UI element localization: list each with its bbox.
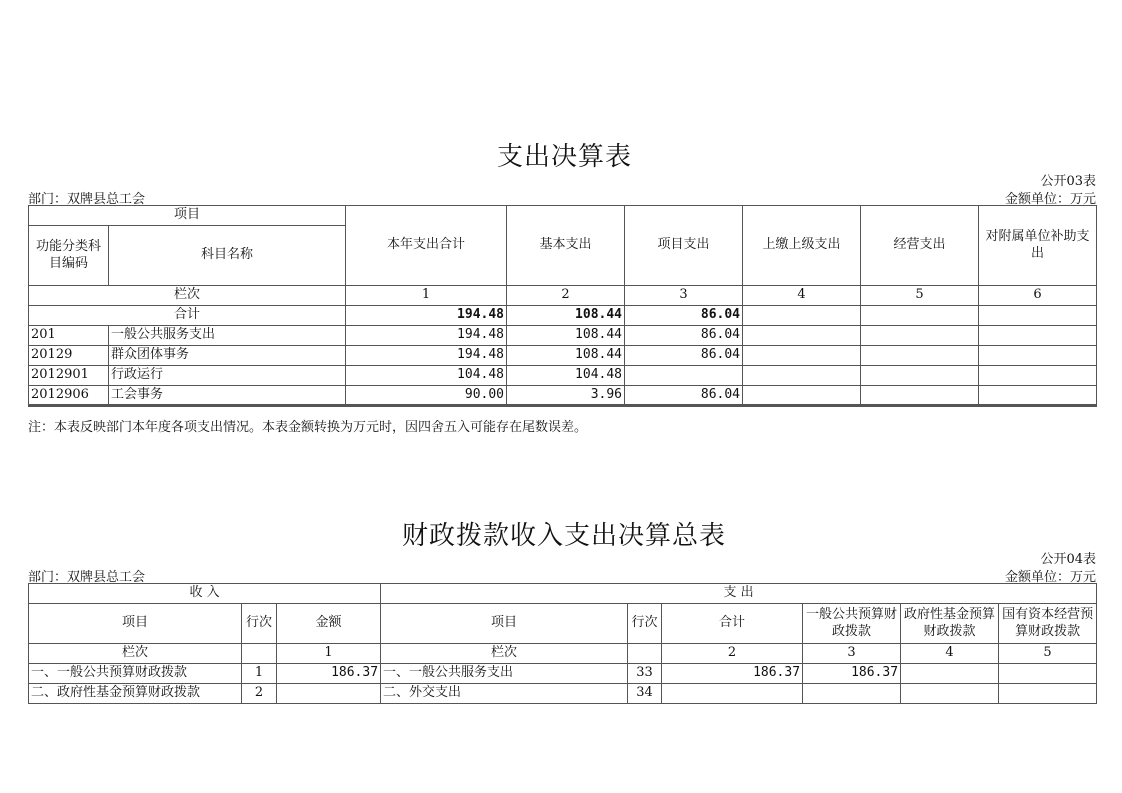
expense-gov-fund [901, 684, 999, 704]
header-expense: 支 出 [381, 584, 1097, 604]
table1-dept: 部门：双牌县总工会 [28, 192, 146, 207]
index-empty [628, 644, 662, 664]
expense-state-capital [999, 684, 1097, 704]
header-general-budget: 一般公共预算财政拨款 [803, 604, 901, 644]
index-num: 1 [346, 286, 507, 306]
total-value: 86.04 [625, 306, 743, 326]
row-value [861, 386, 979, 406]
row-value [625, 366, 743, 386]
index-num: 3 [803, 644, 901, 664]
row-value [979, 346, 1097, 366]
row-code: 2012901 [29, 366, 109, 386]
row-value [861, 366, 979, 386]
row-value: 86.04 [625, 386, 743, 406]
expense-total [662, 684, 803, 704]
table-row [29, 664, 1097, 684]
row-value: 90.00 [346, 386, 507, 406]
table1-unit: 金额单位：万元 [1004, 192, 1096, 207]
total-value: 108.44 [507, 306, 625, 326]
index-label: 栏次 [381, 644, 628, 664]
total-row [29, 306, 1097, 326]
index-label: 栏次 [29, 286, 346, 306]
expense-item: 一、一般公共服务支出 [381, 664, 628, 684]
index-num: 4 [743, 286, 861, 306]
expense-line: 34 [628, 684, 662, 704]
row-name: 一般公共服务支出 [109, 326, 346, 346]
table-row [29, 346, 1097, 366]
index-num: 4 [901, 644, 999, 664]
header-item: 项目 [29, 206, 346, 226]
table-row [29, 366, 1097, 386]
index-label: 栏次 [29, 644, 242, 664]
row-code: 201 [29, 326, 109, 346]
row-name: 群众团体事务 [109, 346, 346, 366]
index-num: 2 [662, 644, 803, 664]
income-item: 二、政府性基金预算财政拨款 [29, 684, 242, 704]
row-value: 108.44 [507, 346, 625, 366]
row-value: 108.44 [507, 326, 625, 346]
header-state-capital: 国有资本经营预算财政拨款 [999, 604, 1097, 644]
header-col-upper: 上缴上级支出 [743, 206, 861, 286]
row-value [861, 346, 979, 366]
header-col-basic: 基本支出 [507, 206, 625, 286]
header-gov-fund: 政府性基金预算财政拨款 [901, 604, 999, 644]
row-value: 3.96 [507, 386, 625, 406]
table-row [29, 326, 1097, 346]
table2-form-no: 公开04表 [1040, 552, 1096, 567]
header-name: 科目名称 [109, 226, 346, 286]
expense-item: 二、外交支出 [381, 684, 628, 704]
index-num: 5 [861, 286, 979, 306]
index-num: 2 [507, 286, 625, 306]
table2-title: 财政拨款收入支出决算总表 [402, 521, 727, 551]
total-value: 194.48 [346, 306, 507, 326]
total-value [979, 306, 1097, 326]
row-value [743, 386, 861, 406]
expense-general: 186.37 [803, 664, 901, 684]
row-value [979, 326, 1097, 346]
header-line2: 行次 [628, 604, 662, 644]
header-income: 收 入 [29, 584, 381, 604]
header-col-total: 本年支出合计 [346, 206, 507, 286]
appropriation-table [28, 583, 1097, 704]
header-item: 项目 [29, 604, 242, 644]
total-value [861, 306, 979, 326]
income-item: 一、一般公共预算财政拨款 [29, 664, 242, 684]
row-name: 工会事务 [109, 386, 346, 406]
row-value [861, 326, 979, 346]
row-value: 86.04 [625, 326, 743, 346]
row-code: 2012906 [29, 386, 109, 406]
row-code: 20129 [29, 346, 109, 366]
index-num: 1 [277, 644, 381, 664]
row-value [743, 326, 861, 346]
row-value: 86.04 [625, 346, 743, 366]
row-value: 194.48 [346, 346, 507, 366]
row-name: 行政运行 [109, 366, 346, 386]
table1-form-no: 公开03表 [1040, 174, 1096, 189]
table2-unit: 金额单位：万元 [1004, 570, 1096, 585]
table-row [29, 386, 1097, 406]
row-value [979, 386, 1097, 406]
expense-state-capital [999, 664, 1097, 684]
income-line: 1 [242, 664, 277, 684]
index-row [29, 286, 1097, 306]
row-value [743, 366, 861, 386]
row-value: 194.48 [346, 326, 507, 346]
index-empty [242, 644, 277, 664]
row-value [979, 366, 1097, 386]
income-amount: 186.37 [277, 664, 381, 684]
index-num: 6 [979, 286, 1097, 306]
header-col-project: 项目支出 [625, 206, 743, 286]
table2-dept: 部门：双牌县总工会 [28, 570, 146, 585]
row-value [743, 346, 861, 366]
header-code: 功能分类科目编码 [29, 226, 109, 286]
expenditure-table [28, 205, 1097, 407]
table-row [29, 684, 1097, 704]
header-line: 行次 [242, 604, 277, 644]
header-total: 合计 [662, 604, 803, 644]
header-amount: 金额 [277, 604, 381, 644]
income-line: 2 [242, 684, 277, 704]
expense-line: 33 [628, 664, 662, 684]
row-value: 104.48 [346, 366, 507, 386]
expense-total: 186.37 [662, 664, 803, 684]
header-col-business: 经营支出 [861, 206, 979, 286]
income-amount [277, 684, 381, 704]
header-col-subsidy: 对附属单位补助支出 [979, 206, 1097, 286]
row-value: 104.48 [507, 366, 625, 386]
expense-general [803, 684, 901, 704]
table1-note: 注：本表反映部门本年度各项支出情况。本表金额转换为万元时，因四舍五入可能存在尾数误差。 [28, 420, 588, 435]
index-num: 3 [625, 286, 743, 306]
header-item2: 项目 [381, 604, 628, 644]
total-value [743, 306, 861, 326]
index-row [29, 644, 1097, 664]
expense-gov-fund [901, 664, 999, 684]
total-label: 合计 [29, 306, 346, 326]
index-num: 5 [999, 644, 1097, 664]
table1-title: 支出决算表 [497, 142, 633, 172]
